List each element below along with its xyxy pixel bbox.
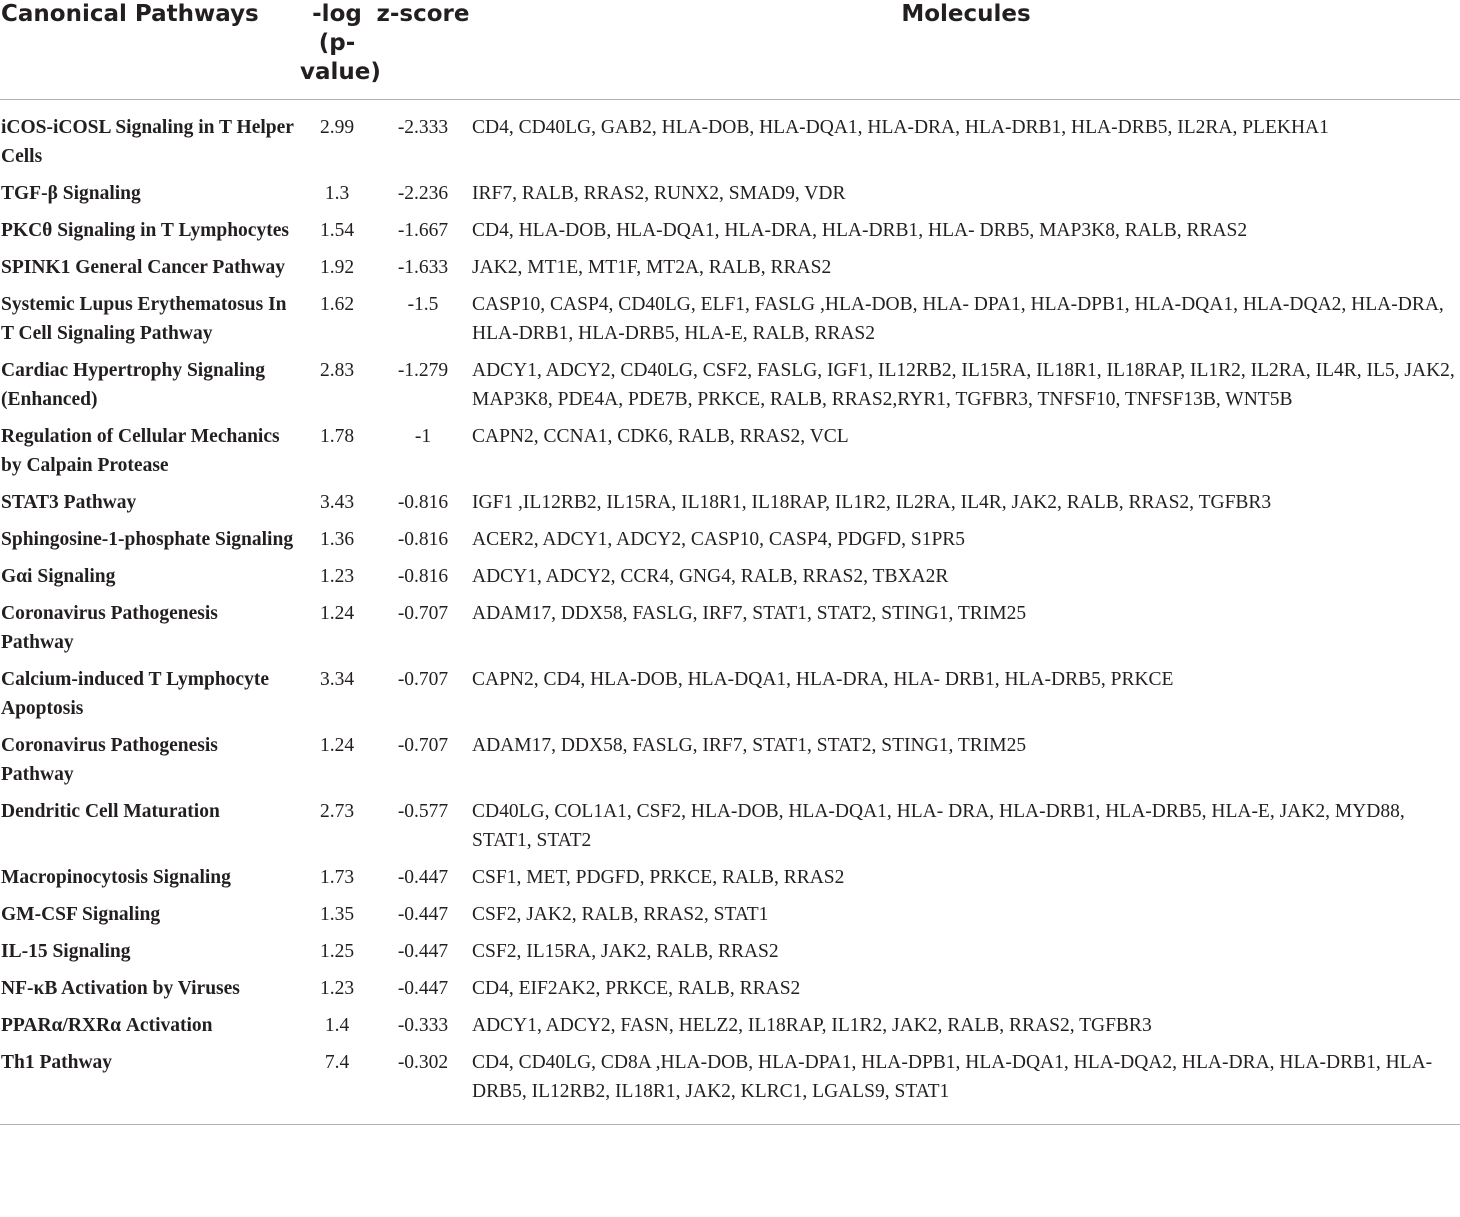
table-body: [0, 100, 1460, 1125]
header-molecules: Molecules: [472, 0, 1460, 100]
z-score-cell: -0.707: [397, 669, 449, 690]
log-p-value-cell: 1.54: [319, 220, 355, 241]
molecules-cell: CASP10, CASP4, CD40LG, ELF1, FASLG ,HLA-DOB, HLA- DPA1, HLA-DPB1, HLA-DQA1, HLA-DQA2, HLA-DRA, HLA-DRB1, HLA-DRB5, HLA-E, RALB, RRAS2: [472, 294, 1444, 344]
log-p-value-cell: 2.73: [319, 801, 355, 822]
pathway-name-cell: STAT3 Pathway: [1, 492, 137, 513]
z-score-cell: -0.816: [397, 492, 449, 513]
z-score-cell: -0.447: [397, 941, 449, 962]
molecules-cell: CD4, CD40LG, CD8A ,HLA-DOB, HLA-DPA1, HLA-DPB1, HLA-DQA1, HLA-DQA2, HLA-DRA, HLA-DRB1, HLA- DRB5, IL12RB2, IL18R1, JAK2, KLRC1, LGALS9, STAT1: [472, 1052, 1433, 1102]
table-row: [0, 356, 1460, 422]
z-score-cell: -0.333: [397, 1015, 449, 1036]
table-row: [0, 1048, 1460, 1124]
molecules-cell: ADCY1, ADCY2, CCR4, GNG4, RALB, RRAS2, TBXA2R: [472, 566, 949, 587]
pathway-name-cell: Calcium-induced T Lymphocyte Apoptosis: [1, 669, 269, 719]
log-p-value-cell: 2.83: [319, 360, 355, 381]
z-score-cell: -0.816: [397, 566, 449, 587]
log-p-value-cell: 1.23: [319, 978, 355, 999]
z-score-cell: -1.633: [397, 257, 449, 278]
log-p-value-cell: 1.4: [324, 1015, 350, 1036]
molecules-cell: ADCY1, ADCY2, FASN, HELZ2, IL18RAP, IL1R2, JAK2, RALB, RRAS2, TGFBR3: [472, 1015, 1152, 1036]
molecules-cell: CD4, EIF2AK2, PRKCE, RALB, RRAS2: [472, 978, 801, 999]
log-p-value-cell: 3.34: [319, 669, 355, 690]
log-p-value-cell: 1.78: [319, 426, 355, 447]
header-canonical-pathways: Canonical Pathways: [0, 0, 300, 100]
log-p-value-cell: 1.62: [319, 294, 355, 315]
molecules-cell: CD40LG, COL1A1, CSF2, HLA-DOB, HLA-DQA1, HLA- DRA, HLA-DRB1, HLA-DRB5, HLA-E, JAK2, MYD88, STAT1, STAT2: [472, 801, 1405, 851]
log-p-value-cell: 1.36: [319, 529, 355, 550]
molecules-cell: CAPN2, CCNA1, CDK6, RALB, RRAS2, VCL: [472, 426, 849, 447]
header-z-score: z-score: [374, 0, 472, 100]
table-row: [0, 731, 1460, 797]
z-score-cell: -1.279: [397, 360, 449, 381]
pathway-name-cell: Systemic Lupus Erythematosus In T Cell Signaling Pathway: [1, 294, 287, 344]
pathway-name-cell: PPARα/RXRα Activation: [1, 1015, 213, 1036]
table-row: [0, 1011, 1460, 1048]
z-score-cell: -1.667: [397, 220, 449, 241]
molecules-cell: ADAM17, DDX58, FASLG, IRF7, STAT1, STAT2, STING1, TRIM25: [472, 735, 1027, 756]
pathway-name-cell: Cardiac Hypertrophy Signaling (Enhanced): [1, 360, 266, 410]
log-p-value-cell: 1.24: [319, 603, 355, 624]
z-score-cell: -0.707: [397, 603, 449, 624]
molecules-cell: ADCY1, ADCY2, CD40LG, CSF2, FASLG, IGF1, IL12RB2, IL15RA, IL18R1, IL18RAP, IL1R2, IL2RA, IL4R, IL5, JAK2, MAP3K8, PDE4A, PDE7B, PRKCE, RALB, RRAS2,RYR1, TGFBR3, TNFSF10, TNFSF13B, WNT5B: [472, 360, 1455, 410]
pathway-name-cell: Gαi Signaling: [1, 566, 116, 587]
table-row: [0, 599, 1460, 665]
log-p-value-cell: 1.35: [319, 904, 355, 925]
z-score-cell: -0.302: [397, 1052, 449, 1073]
molecules-cell: CSF2, JAK2, RALB, RRAS2, STAT1: [472, 904, 769, 925]
table-row: [0, 900, 1460, 937]
z-score-cell: -2.236: [397, 183, 449, 204]
log-p-value-cell: 3.43: [319, 492, 355, 513]
log-p-value-cell: 1.73: [319, 867, 355, 888]
log-p-value-cell: 1.92: [319, 257, 355, 278]
z-score-cell: -0.447: [397, 978, 449, 999]
molecules-cell: CD4, HLA-DOB, HLA-DQA1, HLA-DRA, HLA-DRB1, HLA- DRB5, MAP3K8, RALB, RRAS2: [472, 220, 1248, 241]
pathway-name-cell: GM-CSF Signaling: [1, 904, 161, 925]
table-row: [0, 216, 1460, 253]
table-row: [0, 562, 1460, 599]
pathway-name-cell: Regulation of Cellular Mechanics by Calpain Protease: [1, 426, 280, 476]
pathway-name-cell: SPINK1 General Cancer Pathway: [1, 257, 285, 278]
table-row: [0, 290, 1460, 356]
table-row: [0, 974, 1460, 1011]
log-p-value-cell: 1.3: [324, 183, 350, 204]
pathway-name-cell: TGF-β Signaling: [1, 183, 141, 204]
molecules-cell: ACER2, ADCY1, ADCY2, CASP10, CASP4, PDGFD, S1PR5: [472, 529, 966, 550]
pathway-name-cell: Sphingosine-1-phosphate Signaling: [1, 529, 294, 550]
z-score-cell: -2.333: [397, 117, 449, 138]
table-row: [0, 179, 1460, 216]
z-score-cell: -1.5: [407, 294, 439, 315]
log-p-value-cell: 1.24: [319, 735, 355, 756]
pathway-name-cell: Dendritic Cell Maturation: [1, 801, 220, 822]
molecules-cell: CSF2, IL15RA, JAK2, RALB, RRAS2: [472, 941, 779, 962]
log-p-value-cell: 1.25: [319, 941, 355, 962]
pathway-name-cell: iCOS-iCOSL Signaling in T Helper Cells: [1, 117, 294, 167]
header-row: [0, 0, 1460, 100]
z-score-cell: -1: [414, 426, 432, 447]
molecules-cell: IRF7, RALB, RRAS2, RUNX2, SMAD9, VDR: [472, 183, 846, 204]
pathway-name-cell: PKCθ Signaling in T Lymphocytes: [1, 220, 289, 241]
table-row: [0, 937, 1460, 974]
pathway-name-cell: Coronavirus Pathogenesis Pathway: [1, 603, 218, 653]
pathway-name-cell: Th1 Pathway: [1, 1052, 113, 1073]
molecules-cell: JAK2, MT1E, MT1F, MT2A, RALB, RRAS2: [472, 257, 832, 278]
table-row: [0, 100, 1460, 180]
z-score-cell: -0.707: [397, 735, 449, 756]
table-row: [0, 488, 1460, 525]
log-p-value-cell: 2.99: [319, 117, 355, 138]
table-header: [0, 0, 1460, 100]
z-score-cell: -0.577: [397, 801, 449, 822]
z-score-cell: -0.816: [397, 529, 449, 550]
table-bottom-rule: [0, 1124, 1460, 1125]
log-p-value-cell: 7.4: [324, 1052, 350, 1073]
molecules-cell: IGF1 ,IL12RB2, IL15RA, IL18R1, IL18RAP, IL1R2, IL2RA, IL4R, JAK2, RALB, RRAS2, TGFBR3: [472, 492, 1272, 513]
table-row: [0, 422, 1460, 488]
log-p-value-cell: 1.23: [319, 566, 355, 587]
z-score-cell: -0.447: [397, 867, 449, 888]
table-row: [0, 863, 1460, 900]
molecules-cell: CAPN2, CD4, HLA-DOB, HLA-DQA1, HLA-DRA, HLA- DRB1, HLA-DRB5, PRKCE: [472, 669, 1174, 690]
z-score-cell: -0.447: [397, 904, 449, 925]
table-row: [0, 797, 1460, 863]
molecules-cell: ADAM17, DDX58, FASLG, IRF7, STAT1, STAT2, STING1, TRIM25: [472, 603, 1027, 624]
table-row: [0, 253, 1460, 290]
molecules-cell: CSF1, MET, PDGFD, PRKCE, RALB, RRAS2: [472, 867, 845, 888]
pathway-name-cell: Macropinocytosis Signaling: [1, 867, 231, 888]
header-log-p-value: -log (p-value): [300, 0, 374, 100]
pathway-name-cell: IL-15 Signaling: [1, 941, 131, 962]
table-row: [0, 665, 1460, 731]
pathway-name-cell: NF-κB Activation by Viruses: [1, 978, 240, 999]
pathway-name-cell: Coronavirus Pathogenesis Pathway: [1, 735, 218, 785]
molecules-cell: CD4, CD40LG, GAB2, HLA-DOB, HLA-DQA1, HLA-DRA, HLA-DRB1, HLA-DRB5, IL2RA, PLEKHA1: [472, 117, 1329, 138]
table-row: [0, 525, 1460, 562]
